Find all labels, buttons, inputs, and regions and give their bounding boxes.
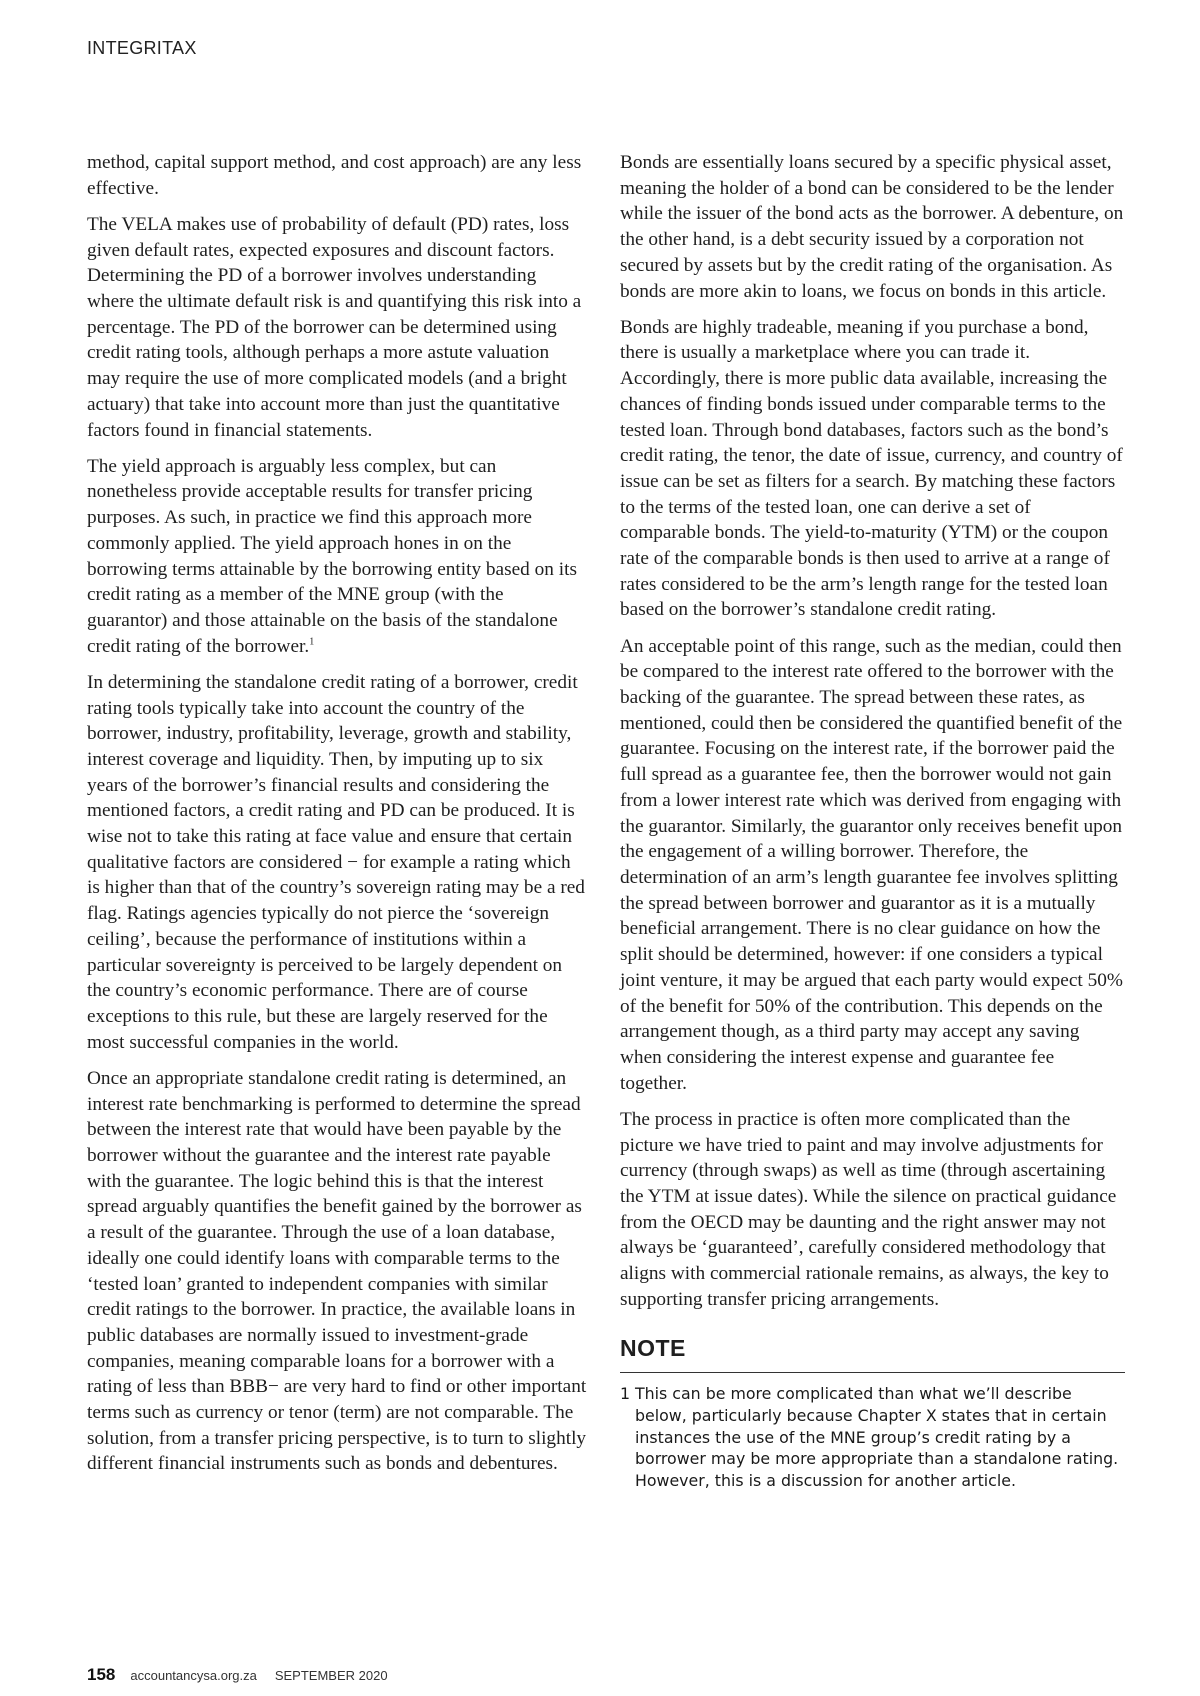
footnote-number: 1 — [620, 1384, 631, 1404]
paragraph-text: The yield approach is arguably less complex, but can nonetheless provide acceptable results for transfer pricing purposes. As such, in practice we find this approach more commonly applied. The yield approach hones in on the borrowing terms attainable by the borrowing entity based on its credit rating as a member of the MNE group (with the guarantor) and those attainable on the basis of the standalone credit rating of the borrower. — [87, 455, 577, 657]
paragraph: In determining the standalone credit rating of a borrower, credit rating tools typically take into account the country of the borrower, industry, profitability, leverage, growth and stability, interest coverage and liquidity. Then, by imputing up to six years of the borrower’s financial results and considering the mentioned factors, a credit rating and PD can be produced. It is wise not to take this rating at face value and ensure that certain qualitative factors are considered − for example a rating which is higher than that of the country’s sovereign rating may be a red flag. Ratings agencies typically do not pierce the ‘sovereign ceiling’, because the performance of institutions within a particular sovereignty is perceived to be largely dependent on the country’s economic performance. There are of course exceptions to this rule, but these are largely reserved for the most successful companies in the world. — [87, 671, 585, 1053]
page-footer — [87, 1665, 388, 1685]
page-number: 158 — [87, 1665, 116, 1684]
paragraph: method, capital support method, and cost approach) are any less effective. — [87, 152, 582, 199]
right-column — [620, 150, 1125, 1492]
footnote-marker[interactable]: 1 — [309, 636, 315, 648]
footnote-item — [620, 1383, 1125, 1492]
left-column — [87, 150, 587, 1488]
issue-date: SEPTEMBER 2020 — [274, 1668, 388, 1683]
note-heading: NOTE — [620, 1336, 1125, 1373]
paragraph: The process in practice is often more complicated than the picture we have tried to paint and may involve adjustments for currency (through swaps) as well as time (through ascertaining the YTM at issue dates). While the silence on practical guidance from the OECD may be daunting and the right answer may not always be ‘guaranteed’, carefully considered methodology that aligns with commercial rationale remains, as always, the key to supporting transfer pricing arrangements. — [620, 1108, 1117, 1310]
publication-header: INTEGRITAX — [87, 38, 197, 58]
paragraph — [87, 454, 587, 660]
paragraph: The VELA makes use of probability of default (PD) rates, loss given default rates, expected exposures and discount factors. Determining the PD of a borrower involves understanding where the ultimate default risk is and quantifying this risk into a percentage. The PD of the borrower can be determined using credit rating tools, although perhaps a more astute valuation may require the use of more complicated models (and a bright actuary) that take into account more than just the quantitative factors found in financial statements. — [87, 213, 582, 441]
paragraph: Bonds are essentially loans secured by a specific physical asset, meaning the holder of a bond can be considered to be the lender while the issuer of the bond acts as the borrower. A debenture, on the other hand, is a debt security issued by a corporation not secured by assets but by the credit rating of the organisation. As bonds are more akin to loans, we focus on bonds in this article. — [620, 152, 1124, 302]
website-link[interactable]: accountancysa.org.za — [130, 1668, 257, 1683]
paragraph: Once an appropriate standalone credit rating is determined, an interest rate benchmarking is performed to determine the spread between the interest rate that would have been payable by the borrower without the guarantee and the interest rate payable with the guarantee. The logic behind this is that the interest spread arguably quantifies the benefit gained by the borrower as a result of the guarantee. Through the use of a loan database, ideally one could identify loans with comparable terms to the ‘tested loan’ granted to independent companies with similar credit ratings to the borrower. In practice, the available loans in public databases are normally issued to investment-grade companies, meaning comparable loans for a borrower with a rating of less than BBB− are very hard to find or other important terms such as currency or tenor (term) are not comparable. The solution, from a transfer pricing perspective, is to turn to slightly different financial instruments such as bonds and debentures. — [87, 1067, 587, 1475]
paragraph: Bonds are highly tradeable, meaning if you purchase a bond, there is usually a marketplace where you can trade it. Accordingly, there is more public data available, increasing the chances of finding bonds issued under comparable terms to the tested loan. Through bond databases, factors such as the bond’s credit rating, the tenor, the date of issue, currency, and country of issue can be set as filters for a search. By matching these factors to the terms of the tested loan, one can derive a set of comparable bonds. The yield-to-maturity (YTM) or the coupon rate of the comparable bonds is then used to arrive at a range of rates considered to be the arm’s length range for the tested loan based on the borrower’s standalone credit rating. — [620, 316, 1123, 621]
paragraph: An acceptable point of this range, such as the median, could then be compared to the interest rate offered to the borrower with the backing of the guarantee. The spread between these rates, as mentioned, could then be considered the quantified benefit of the guarantee. Focusing on the interest rate, if the borrower paid the full spread as a guarantee fee, then the borrower would not gain from a lower interest rate which was derived from engaging with the guarantor. Similarly, the guarantor only receives benefit upon the engagement of a willing borrower. Therefore, the determination of an arm’s length guarantee fee involves splitting the spread between borrower and guarantor as it is a mutually beneficial arrangement. There is no clear guidance on how the split should be determined, however: if one considers a typical joint venture, it may be argued that each party would expect 50% of the benefit for 50% of the contribution. This depends on the arrangement though, as a third party may accept any saving when considering the interest expense and guarantee fee together. — [620, 635, 1123, 1094]
footnote-text: This can be more complicated than what we’ll describe below, particularly because Chapter X states that in certain instances the use of the MNE group’s credit rating by a borrower may be more appropriate than a standalone rating. However, this is a discussion for another article. — [635, 1384, 1119, 1490]
